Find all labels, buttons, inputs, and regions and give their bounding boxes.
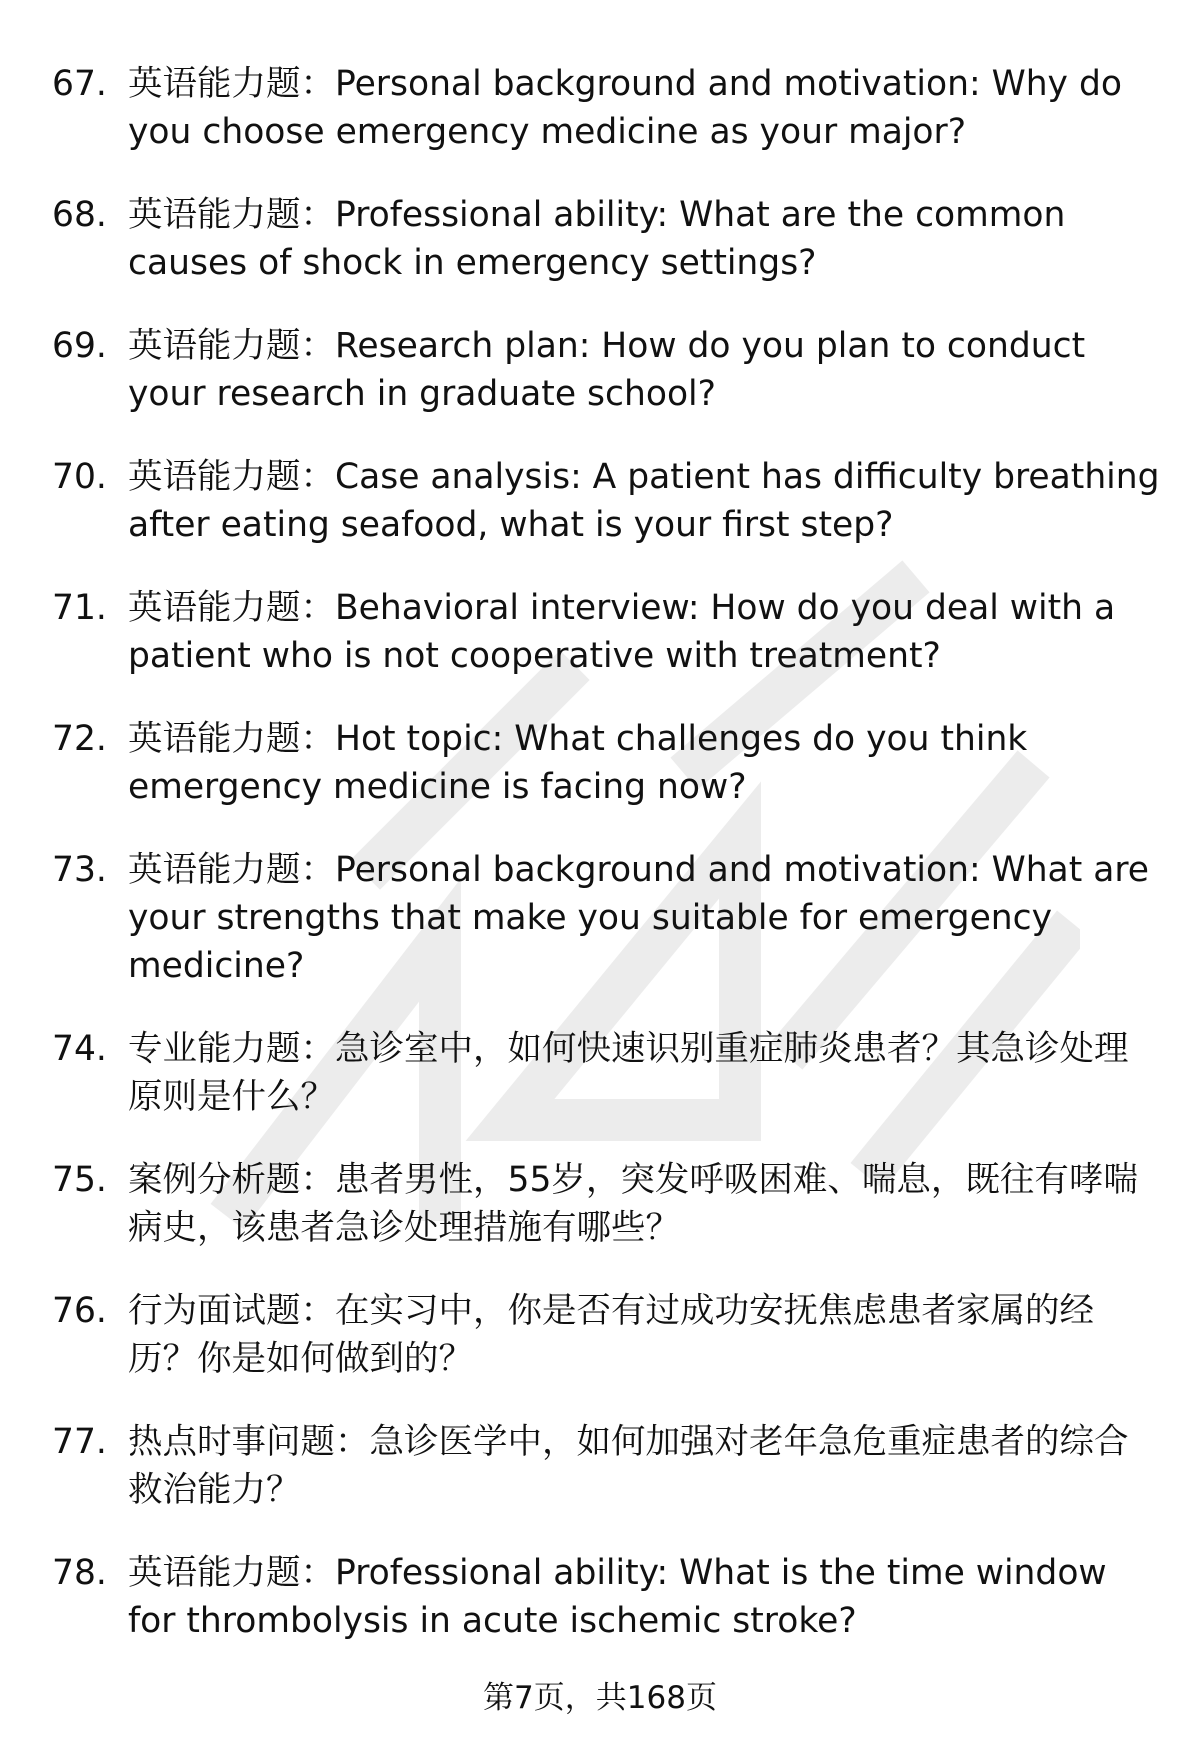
question-text: 英语能力题：Hot topic: What challenges do you think emergency medicine is facing now?: [128, 719, 1028, 807]
question-text: 英语能力题：Personal background and motivation: What are your strengths that make you suitable for emergency medicine?: [128, 850, 1149, 986]
question-item: [52, 322, 1162, 418]
question-text: 行为面试题：在实习中，你是否有过成功安抚焦虑患者家属的经历？你是如何做到的？: [128, 1291, 1094, 1379]
question-number: 77.: [52, 1422, 107, 1462]
question-item: [52, 715, 1162, 811]
question-number: 78.: [52, 1553, 107, 1593]
question-number: 67.: [52, 64, 107, 104]
question-item: [52, 1025, 1162, 1121]
question-number: 72.: [52, 719, 107, 759]
question-text: 专业能力题：急诊室中，如何快速识别重症肺炎患者？其急诊处理原则是什么？: [128, 1029, 1129, 1117]
question-number: 76.: [52, 1291, 107, 1331]
question-number: 71.: [52, 588, 107, 628]
question-text: 英语能力题：Professional ability: What is the time window for thrombolysis in acute ischemic stroke?: [128, 1553, 1107, 1641]
question-item: [52, 584, 1162, 680]
question-item: [52, 1418, 1162, 1514]
question-text: 案例分析题：患者男性，55岁，突发呼吸困难、喘息，既往有哮喘病史，该患者急诊处理措施有哪些？: [128, 1160, 1138, 1248]
question-number: 68.: [52, 195, 107, 235]
question-item: [52, 191, 1162, 287]
question-number: 75.: [52, 1160, 107, 1200]
question-text: 英语能力题：Behavioral interview: How do you deal with a patient who is not cooperative with treatment?: [128, 588, 1116, 676]
question-number: 73.: [52, 850, 107, 890]
question-number: 70.: [52, 457, 107, 497]
question-item: [52, 846, 1162, 990]
question-list: [52, 60, 1162, 1680]
question-text: 英语能力题：Case analysis: A patient has difficulty breathing after eating seafood, what is your first step?: [128, 457, 1160, 545]
question-text: 英语能力题：Personal background and motivation: Why do you choose emergency medicine as your major?: [128, 64, 1122, 152]
question-item: [52, 1287, 1162, 1383]
question-item: [52, 1156, 1162, 1252]
question-item: [52, 60, 1162, 156]
page-number-footer: 第7页，共168页: [483, 1680, 717, 1716]
question-item: [52, 1549, 1162, 1645]
question-item: [52, 453, 1162, 549]
question-number: 74.: [52, 1029, 107, 1069]
question-number: 69.: [52, 326, 107, 366]
question-text: 热点时事问题：急诊医学中，如何加强对老年急危重症患者的综合救治能力？: [128, 1422, 1129, 1510]
question-text: 英语能力题：Professional ability: What are the common causes of shock in emergency settings?: [128, 195, 1066, 283]
question-text: 英语能力题：Research plan: How do you plan to conduct your research in graduate school?: [128, 326, 1086, 414]
